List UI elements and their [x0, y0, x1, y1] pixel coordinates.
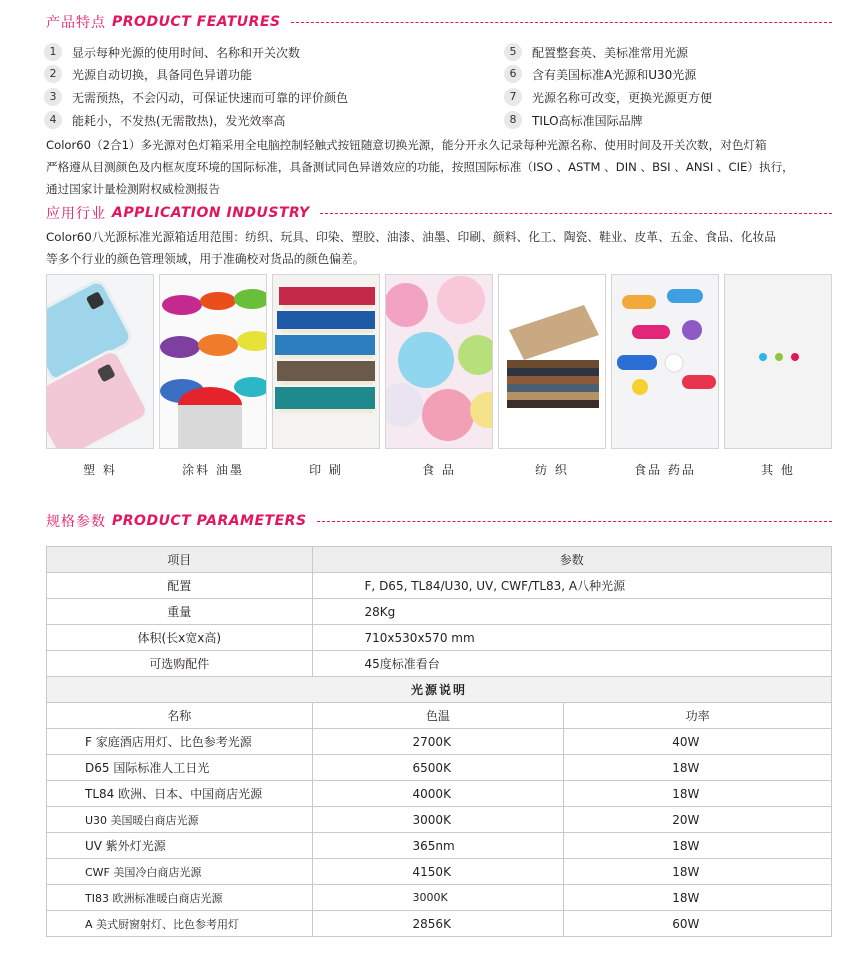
feature-text: 能耗小，不发热(无需散热)，发光效率高: [72, 113, 286, 128]
industry-label: 其 他: [761, 463, 795, 477]
light-temp: 3000K: [312, 885, 564, 911]
industry-label: 纺 织: [535, 463, 569, 477]
fabric-stack-image: [498, 274, 606, 449]
features-description: [46, 134, 831, 200]
description-line: 严格遵从目测颜色及内框灰度环境的国际标准，具备测试同色异谱效应的功能，按照国际标准（ISO 、ASTM 、DIN 、BSI 、ANSI 、CIE）执行，: [46, 160, 794, 174]
header-item: 项目: [47, 547, 313, 573]
light-power: 18W: [564, 859, 832, 885]
application-title-en: APPLICATION INDUSTRY: [112, 205, 310, 221]
features-title-cn: 产品特点: [46, 15, 106, 31]
light-row: [47, 859, 832, 885]
dots-image: [724, 274, 832, 449]
feature-item: [44, 63, 252, 85]
light-name: CWF 美国冷白商店光源: [47, 859, 313, 885]
feature-item: [504, 109, 643, 131]
table-header-row: [47, 547, 832, 573]
feature-item: [504, 86, 712, 108]
light-temp: 2856K: [312, 911, 564, 937]
feature-item: [44, 86, 348, 108]
feature-number: 7: [504, 88, 522, 106]
light-header-temp: 色温: [312, 703, 564, 729]
application-title-cn: 应用行业: [46, 206, 106, 222]
light-temp: 2700K: [312, 729, 564, 755]
industry-gallery: [46, 274, 832, 449]
industry-label: 塑 料: [83, 463, 117, 477]
feature-number: 4: [44, 111, 62, 129]
books-image: [272, 274, 380, 449]
light-power: 18W: [564, 755, 832, 781]
light-name: D65 国际标准人工日光: [47, 755, 313, 781]
light-name: UV 紫外灯光源: [47, 833, 313, 859]
light-temp: 6500K: [312, 755, 564, 781]
light-header-name: 名称: [47, 703, 313, 729]
light-row: [47, 755, 832, 781]
feature-text: 光源名称可改变，更换光源更方便: [532, 90, 713, 105]
table-row: [47, 573, 832, 599]
light-header-row: [47, 703, 832, 729]
paint-cans-image: [159, 274, 267, 449]
industry-label: 食 品: [422, 463, 456, 477]
light-row: [47, 807, 832, 833]
light-power: 60W: [564, 911, 832, 937]
parameters-title-cn: 规格参数: [46, 514, 106, 530]
table-row: [47, 599, 832, 625]
param-item: 体积(长x宽x高): [47, 625, 313, 651]
industry-label: 食品 药品: [634, 463, 696, 477]
header-param: 参数: [312, 547, 831, 573]
light-power: 40W: [564, 729, 832, 755]
feature-number: 1: [44, 43, 62, 61]
feature-number: 8: [504, 111, 522, 129]
light-name: TL84 欧洲、日本、中国商店光源: [47, 781, 313, 807]
param-item: 配置: [47, 573, 313, 599]
param-item: 可选购配件: [47, 651, 313, 677]
features-title-en: PRODUCT FEATURES: [112, 14, 281, 30]
light-name: F 家庭酒店用灯、比色参考光源: [47, 729, 313, 755]
feature-number: 2: [44, 65, 62, 83]
feature-item: [504, 63, 696, 85]
pills-image: [611, 274, 719, 449]
light-name: TI83 欧洲标准暖白商店光源: [47, 885, 313, 911]
light-header-power: 功率: [564, 703, 832, 729]
light-row: [47, 833, 832, 859]
features-heading: [46, 12, 832, 32]
feature-number: 3: [44, 88, 62, 106]
parameters-heading: [46, 511, 832, 531]
table-row: [47, 651, 832, 677]
light-name: A 美式厨窗射灯、比色参考用灯: [47, 911, 313, 937]
feature-text: 含有美国标准A光源和U30光源: [532, 67, 697, 82]
feature-item: [504, 41, 688, 63]
light-row: [47, 911, 832, 937]
feature-text: 无需预热，不会闪动，可保证快速而可靠的评价颜色: [72, 90, 349, 105]
heading-divider: [317, 521, 832, 522]
light-temp: 3000K: [312, 807, 564, 833]
light-name: U30 美国暖白商店光源: [47, 807, 313, 833]
heading-divider: [291, 22, 832, 23]
parameters-title-en: PRODUCT PARAMETERS: [112, 513, 307, 529]
light-power: 20W: [564, 807, 832, 833]
parameters-table: [46, 546, 832, 937]
description-line: 通过国家计量检测附权威检测报告: [46, 182, 220, 196]
light-temp: 4000K: [312, 781, 564, 807]
light-temp: 365nm: [312, 833, 564, 859]
param-value: 710x530x570 mm: [312, 625, 831, 651]
light-section-title: 光源说明: [47, 677, 832, 703]
feature-item: [44, 109, 285, 131]
feature-text: TILO高标准国际品牌: [532, 113, 643, 128]
light-power: 18W: [564, 885, 832, 911]
table-row: [47, 625, 832, 651]
description-line: Color60八光源标准光源箱适用范围：纺织、玩具、印染、塑胶、油漆、油墨、印刷、颜料、化工、陶瓷、鞋业、皮革、五金、食品、化妆品: [46, 230, 777, 244]
application-description: [46, 226, 831, 270]
feature-list: [44, 41, 824, 131]
feature-number: 5: [504, 43, 522, 61]
feature-text: 配置整套英、美标准常用光源: [532, 45, 689, 60]
param-value: 28Kg: [312, 599, 831, 625]
industry-label: 印 刷: [309, 463, 343, 477]
light-row: [47, 781, 832, 807]
light-temp: 4150K: [312, 859, 564, 885]
light-row: [47, 885, 832, 911]
feature-text: 显示每种光源的使用时间、名称和开关次数: [72, 45, 301, 60]
light-row: [47, 729, 832, 755]
application-heading: [46, 203, 832, 223]
phone-cases-image: [46, 274, 154, 449]
light-section-row: [47, 677, 832, 703]
param-value: 45度标准看台: [312, 651, 831, 677]
light-power: 18W: [564, 781, 832, 807]
description-line: 等多个行业的颜色管理领域，用于准确校对货品的颜色偏差。: [46, 252, 365, 266]
feature-item: [44, 41, 300, 63]
description-line: Color60（2合1）多光源对色灯箱采用全电脑控制轻触式按钮随意切换光源，能分开永久记录每种光源名称、使用时间及开关次数，对色灯箱: [46, 138, 767, 152]
candy-image: [385, 274, 493, 449]
industry-label: 涂料 油墨: [182, 463, 244, 477]
param-value: F, D65, TL84/U30, UV, CWF/TL83, A八种光源: [312, 573, 831, 599]
feature-text: 光源自动切换，具备同色异谱功能: [72, 67, 253, 82]
param-item: 重量: [47, 599, 313, 625]
light-power: 18W: [564, 833, 832, 859]
feature-number: 6: [504, 65, 522, 83]
heading-divider: [320, 213, 832, 214]
